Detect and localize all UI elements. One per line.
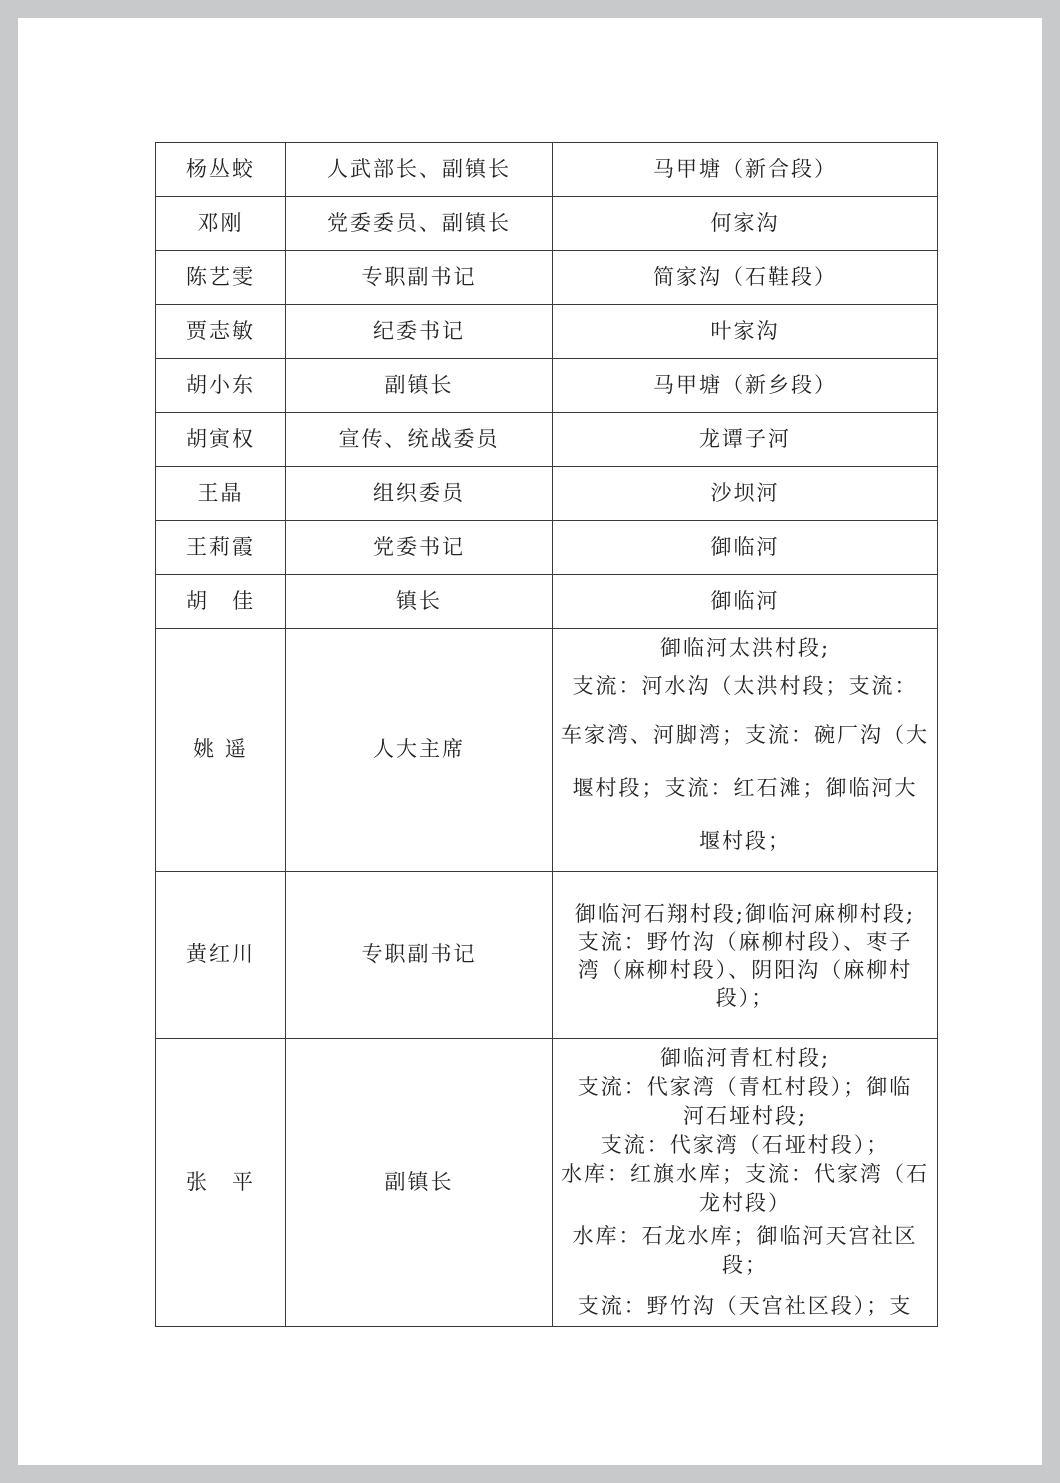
area-cell [553, 872, 938, 1039]
area-line: 御临河青杠村段; [659, 1046, 831, 1070]
name-cell: 胡小东 [156, 359, 286, 413]
area-line: 段； [722, 1253, 768, 1277]
area-line: 车家湾、河脚湾；支流：碗厂沟（大 [561, 722, 929, 747]
name-cell: 黄红川 [156, 872, 286, 1039]
table-row [156, 467, 938, 521]
area-line: 支流：河水沟（太洪村段；支流： [572, 673, 918, 698]
area-cell: 马甲塘（新乡段） [553, 359, 938, 413]
table-row [156, 1039, 938, 1327]
document-page [18, 18, 1042, 1465]
role-cell: 人大主席 [286, 629, 553, 872]
name-cell: 张 平 [156, 1039, 286, 1327]
name-cell: 胡 佳 [156, 575, 286, 629]
table-row [156, 521, 938, 575]
name-cell: 胡寅权 [156, 413, 286, 467]
area-cell [553, 629, 938, 872]
role-cell: 党委书记 [286, 521, 553, 575]
name-cell: 陈艺雯 [156, 251, 286, 305]
role-cell: 党委委员、副镇长 [286, 197, 553, 251]
name-cell: 贾志敏 [156, 305, 286, 359]
table-row [156, 305, 938, 359]
area-line: 龙村段） [699, 1191, 791, 1215]
role-cell: 镇长 [286, 575, 553, 629]
name-cell: 杨丛蛟 [156, 143, 286, 197]
table-row [156, 872, 938, 1039]
area-cell: 龙谭子河 [553, 413, 938, 467]
area-cell: 简家沟（石鞋段） [553, 251, 938, 305]
area-line: 河石垭村段; [682, 1104, 808, 1128]
area-cell: 何家沟 [553, 197, 938, 251]
area-cell: 御临河 [553, 521, 938, 575]
table-row [156, 575, 938, 629]
role-cell: 组织委员 [286, 467, 553, 521]
table-row [156, 197, 938, 251]
area-line: 湾（麻柳村段）、阴阳沟（麻柳村 [577, 958, 913, 982]
area-line: 支流：野竹沟（天宫社区段）；支 [577, 1294, 913, 1318]
area-line: 堰村段； [699, 828, 791, 853]
table-row [156, 143, 938, 197]
role-cell: 人武部长、副镇长 [286, 143, 553, 197]
area-cell [553, 1039, 938, 1327]
table-row [156, 629, 938, 872]
name-cell: 王莉霞 [156, 521, 286, 575]
role-cell: 专职副书记 [286, 872, 553, 1039]
area-line: 支流：代家湾（青杠村段）；御临 [577, 1075, 913, 1099]
area-cell: 叶家沟 [553, 305, 938, 359]
river-chief-table [155, 142, 938, 1327]
area-line: 御临河太洪村段; [659, 635, 831, 660]
area-cell: 沙坝河 [553, 467, 938, 521]
role-cell: 副镇长 [286, 359, 553, 413]
name-cell: 王晶 [156, 467, 286, 521]
role-cell: 纪委书记 [286, 305, 553, 359]
area-line: 支流：野竹沟（麻柳村段）、枣子 [577, 930, 913, 954]
role-cell: 专职副书记 [286, 251, 553, 305]
area-cell: 御临河 [553, 575, 938, 629]
table-row [156, 413, 938, 467]
name-cell: 邓刚 [156, 197, 286, 251]
area-cell: 马甲塘（新合段） [553, 143, 938, 197]
area-line: 支流：代家湾（石垭村段）； [600, 1133, 890, 1157]
area-line: 御临河石翔村段;御临河麻柳村段; [574, 902, 916, 926]
area-line: 段）； [715, 986, 775, 1010]
area-line: 堰村段；支流：红石滩；御临河大 [572, 775, 918, 800]
area-line: 水库：石龙水库；御临河天宫社区 [572, 1224, 918, 1248]
role-cell: 宣传、统战委员 [286, 413, 553, 467]
role-cell: 副镇长 [286, 1039, 553, 1327]
name-cell: 姚 遥 [156, 629, 286, 872]
area-line: 水库：红旗水库；支流：代家湾（石 [561, 1162, 929, 1186]
table-row [156, 251, 938, 305]
table-row [156, 359, 938, 413]
